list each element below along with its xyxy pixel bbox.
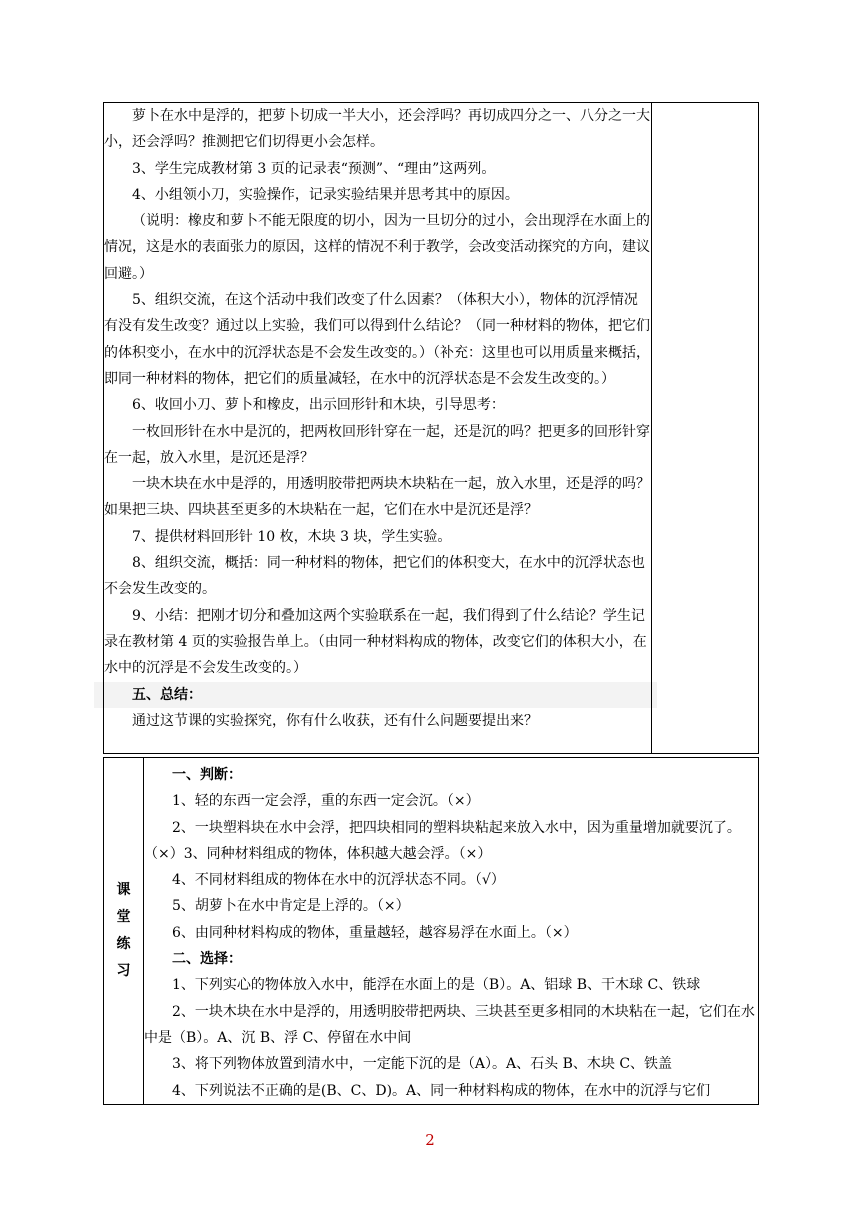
process-paragraph: 7、提供材料回形针 10 枚，木块 3 块，学生实验。: [132, 528, 452, 545]
exercise-label: [104, 758, 144, 1105]
process-paragraph: 5、组织交流，在这个活动中我们改变了什么因素？（体积大小），物体的沉浮情况有没有发生改变？通过以上实验，我们可以得到什么结论？（同一种材料的物体，把它们的体积变小，在水中的沉浮状态是不会发生改变的。）（补充：这里也可以用质量来概括，即同一种材料的物体，把它们的质量减轻，在水中的沉浮状态是不会发生改变的。）: [104, 292, 650, 387]
process-paragraph: 9、小结：把刚才切分和叠加这两个实验联系在一起，我们得到了什么结论？学生记录在教材第 4 页的实验报告单上。（由同一种材料构成的物体，改变它们的体积大小，在水中的沉浮是不会发生改变的。）: [104, 607, 647, 677]
notes-cell: [652, 103, 759, 754]
exercise-label-char: 习: [116, 962, 131, 979]
exercise-label-char: 练: [116, 935, 131, 952]
process-paragraph: 6、收回小刀、萝卜和橡皮，出示回形针和木块，引导思考：: [132, 397, 505, 414]
process-paragraph: 一枚回形针在水中是沉的，把两枚回形针穿在一起，还是沉的吗？把更多的回形针穿在一起，放入水里，是沉还是浮？: [104, 423, 650, 466]
summary-heading: 五、总结：: [94, 682, 657, 708]
judge-item: 6、由同种材料构成的物体，重量越轻，越容易浮在水面上。（×）: [172, 924, 578, 941]
exercise-table: [103, 757, 759, 1105]
process-paragraph: 8、组织交流，概括：同一种材料的物体，把它们的体积变大，在水中的沉浮状态也不会发生改变的。: [104, 555, 645, 598]
judge-item: 1、轻的东西一定会浮，重的东西一定会沉。（×）: [172, 793, 480, 810]
choice-heading: 二、选择：: [172, 951, 242, 968]
process-paragraph: （说明：橡皮和萝卜不能无限度的切小，因为一旦切分的过小，会出现浮在水面上的情况，这是水的表面张力的原因，这样的情况不利于教学，会改变活动探究的方向，建议回避。）: [104, 213, 650, 282]
exercise-row: [104, 758, 759, 1105]
judge-heading: 一、判断：: [172, 767, 242, 783]
process-paragraph: 一块木块在水中是浮的，用透明胶带把两块木块粘在一起，放入水里，还是浮的吗？如果把三块、四块甚至更多的木块粘在一起，它们在水中是沉还是浮？: [104, 476, 650, 519]
choice-item: 3、将下列物体放置到清水中，一定能下沉的是（A）。A、石头 B、木块 C、铁盖: [172, 1056, 673, 1073]
process-paragraph: 4、小组领小刀，实验操作，记录实验结果并思考其中的原因。: [132, 186, 519, 203]
judge-item: 2、一块塑料块在水中会浮，把四块相同的塑料块粘起来放入水中，因为重量增加就要沉了。（×）3、同种材料组成的物体，体积越大越会浮。（×）: [144, 819, 741, 862]
exercise-label-char: 堂: [116, 908, 131, 925]
choice-item: 2、一块木块在水中是浮的，用透明胶带把两块、三块甚至更多相同的木块粘在一起，它们在水中是（B）。A、沉 B、浮 C、停留在水中间: [144, 1003, 755, 1046]
choice-item: 4、下列说法不正确的是(B、C、D)。A、同一种材料构成的物体，在水中的沉浮与它们: [172, 1082, 711, 1099]
lesson-table: [103, 102, 759, 754]
process-paragraph: 3、学生完成教材第 3 页的记录表“预测”、“理由”这两列。: [132, 160, 496, 177]
process-paragraph: 萝卜在水中是浮的，把萝卜切成一半大小，还会浮吗？再切成四分之一、八分之一大小，还会浮吗？推测把它们切得更小会怎样。: [104, 108, 650, 151]
process-row: [104, 103, 759, 754]
page-number: 2: [425, 1131, 435, 1149]
choice-item: 1、下列实心的物体放入水中，能浮在水面上的是（B）。A、铝球 B、干木球 C、铁球: [172, 977, 701, 994]
exercise-label-char: 课: [116, 881, 131, 898]
exercise-cell: [144, 758, 759, 1105]
judge-item: 4、不同材料组成的物体在水中的沉浮状态不同。（√）: [172, 872, 505, 889]
summary-text: 通过这节课的实验探究，你有什么收获，还有什么问题要提出来？: [132, 712, 538, 729]
process-cell: [104, 103, 652, 754]
judge-item: 5、胡萝卜在水中肯定是上浮的。（×）: [172, 898, 410, 915]
